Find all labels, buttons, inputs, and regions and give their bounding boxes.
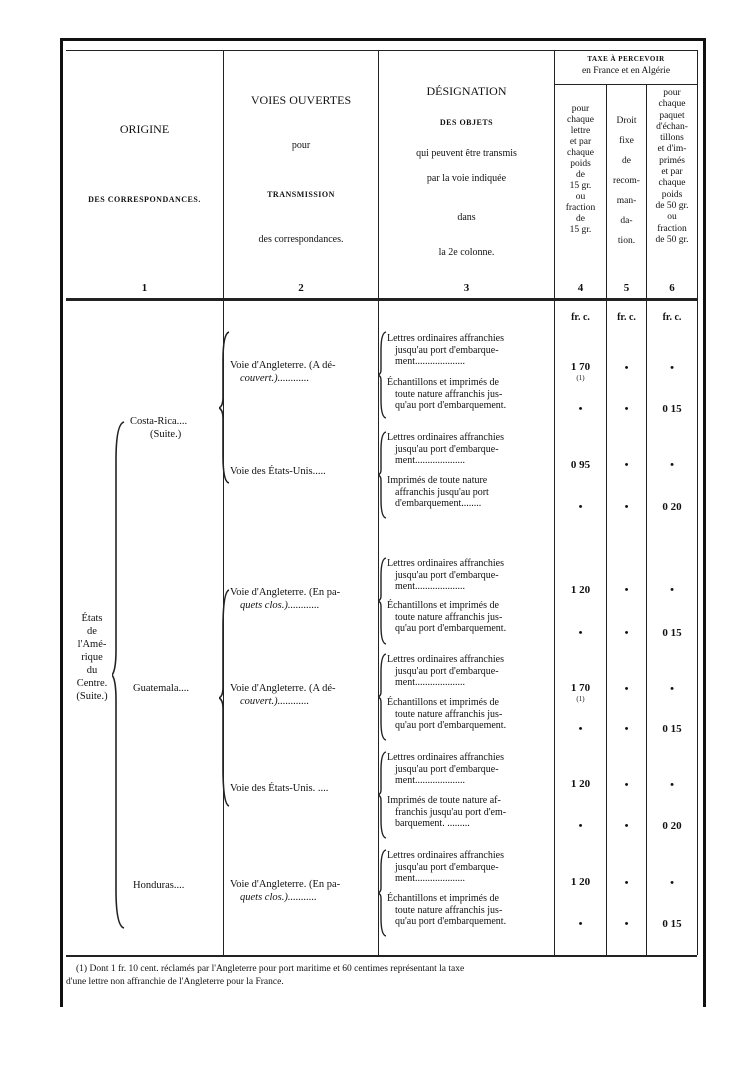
header-col4: pour chaque lettre et par chaque poids de 15 gr. ou fraction de 15 gr. (565, 104, 596, 235)
note-ref: (1) (576, 374, 585, 382)
object-lettres-4: Lettres ordinaires affranchies jusqu'au port d'embarque- ment.................... (387, 654, 504, 688)
route-etats-unis-1: Voie des États-Unis..... (230, 466, 326, 477)
bullet-cell: • (578, 627, 583, 639)
header-num-2: 2 (298, 282, 304, 294)
object-echantillons-1: Échantillons et imprimés de toute nature affranchis jus- qu'au port d'embarquement. (387, 377, 507, 411)
object-lettres-2: Lettres ordinaires affranchies jusqu'au port d'embarque- ment.................... (387, 432, 504, 466)
origin-costa-rica: Costa-Rica.... (130, 416, 188, 427)
bullet-cell: • (670, 877, 674, 889)
value-cell: 0 20 (662, 820, 682, 832)
header-des-corr: des correspondances. (258, 234, 344, 245)
costa-rica-brace (219, 330, 231, 485)
bullet-cell: • (670, 779, 674, 791)
value-cell: 1 20 (570, 778, 591, 790)
bullet-cell: • (578, 501, 583, 513)
header-transmission: TRANSMISSION (267, 190, 335, 199)
route-angleterre-decouvert-1: Voie d'Angleterre. (A dé- couvert.)............ (230, 360, 336, 384)
header-correspondances: DES CORRESPONDANCES. (88, 195, 201, 204)
origin-honduras: Honduras.... (133, 880, 185, 891)
route-etats-unis-2: Voie des États-Unis. .... (230, 783, 329, 794)
header-top-rule (66, 50, 697, 51)
header-colonne: la 2e colonne. (438, 247, 495, 258)
value-cell: 1 70 (570, 682, 591, 694)
object-lettres-5: Lettres ordinaires affranchies jusqu'au port d'embarque- ment.................... (387, 752, 504, 786)
object-lettres-6: Lettres ordinaires affranchies jusqu'au port d'embarque- ment.................... (387, 850, 504, 884)
header-bottom-rule (66, 298, 697, 301)
bullet-cell: • (624, 820, 629, 832)
header-des-objets: DES OBJETS (439, 118, 494, 127)
header-num-5: 5 (623, 282, 630, 294)
bullet-cell: • (624, 877, 629, 889)
object-imprimes-us-2: Imprimés de toute nature af- franchis jusqu'au port d'em- barquement. ......... (387, 795, 507, 829)
bullet-cell: • (670, 459, 674, 471)
bullet-cell: • (578, 820, 583, 832)
footnote: (1) Dont 1 fr. 10 cent. réclamés par l'Angleterre pour port maritime et 60 centimes représentant la taxe d'une lettre non affranchie de l'Angleterre pour la France. (66, 964, 465, 987)
region-brace (112, 420, 126, 930)
object-echantillons-4: Échantillons et imprimés de toute nature affranchis jus- qu'au port d'embarquement. (387, 697, 507, 731)
value-cell: 0 15 (662, 723, 682, 735)
header-num-1: 1 (141, 282, 148, 294)
bullet-cell: • (624, 362, 629, 374)
bullet-cell: • (624, 683, 629, 695)
header-transmis: qui peuvent être transmis (416, 148, 517, 159)
value-cell: 0 15 (662, 403, 682, 415)
header-voie-indiquee: par la voie indiquée (426, 173, 507, 184)
origin-costa-rica-suite: (Suite.) (150, 429, 182, 440)
bullet-cell: • (670, 584, 674, 596)
col-divider-right (697, 50, 698, 955)
value-cell: 1 20 (570, 876, 591, 888)
route-angleterre-paquets-1: Voie d'Angleterre. (En pa- quets clos.)............ (230, 587, 341, 611)
bullet-cell: • (624, 779, 629, 791)
table-bottom-rule (66, 955, 697, 957)
header-designation: DÉSIGNATION (426, 84, 507, 98)
route-angleterre-decouvert-2: Voie d'Angleterre. (A dé- couvert.)............ (230, 683, 336, 707)
header-num-4: 4 (577, 282, 584, 294)
col-divider-1 (223, 50, 224, 955)
note-ref: (1) (576, 695, 585, 703)
object-imprimes-us-1: Imprimés de toute nature affranchis jusqu'au port d'embarquement........ (387, 475, 489, 509)
bullet-cell: • (624, 627, 629, 639)
bullet-cell: • (578, 403, 583, 415)
taxe-rule (554, 84, 697, 85)
bullet-cell: • (624, 501, 629, 513)
header-pour: pour (291, 140, 311, 151)
value-cell: 0 15 (662, 627, 682, 639)
route-angleterre-paquets-2: Voie d'Angleterre. (En pa- quets clos.)........... (230, 879, 341, 903)
value-cell: 1 20 (570, 584, 591, 596)
bullet-cell: • (624, 723, 629, 735)
origin-region: États de l'Amé- rique du Centre. (Suite.) (76, 613, 108, 702)
object-lettres-3: Lettres ordinaires affranchies jusqu'au port d'embarque- ment.................... (387, 558, 504, 592)
unit-col4: fr. c. (571, 312, 590, 323)
bullet-cell: • (670, 683, 674, 695)
bullet-cell: • (670, 362, 674, 374)
value-cell: 0 20 (662, 501, 682, 513)
origin-guatemala: Guatemala.... (133, 683, 189, 694)
header-taxe: TAXE À PERCEVOIR (587, 55, 665, 63)
header-voies: VOIES OUVERTES (250, 93, 352, 107)
bullet-cell: • (624, 459, 629, 471)
bullet-cell: • (624, 918, 629, 930)
bullet-cell: • (578, 918, 583, 930)
value-cell: 1 70 (570, 361, 591, 373)
unit-col5: fr. c. (617, 312, 636, 323)
unit-col6: fr. c. (662, 312, 682, 323)
value-cell: 0 95 (570, 459, 591, 471)
header-num-6: 6 (669, 282, 675, 294)
bullet-cell: • (578, 723, 583, 735)
header-num-3: 3 (463, 282, 470, 294)
bullet-cell: • (624, 403, 629, 415)
bullet-cell: • (624, 584, 629, 596)
object-lettres-1: Lettres ordinaires affranchies jusqu'au port d'embarque- ment.................... (387, 333, 504, 367)
header-dans: dans (457, 212, 476, 223)
header-origine: ORIGINE (119, 122, 170, 136)
value-cell: 0 15 (662, 918, 682, 930)
object-echantillons-6: Échantillons et imprimés de toute nature affranchis jus- qu'au port d'embarquement. (387, 893, 507, 927)
header-france-algerie: en France et en Algérie (581, 66, 671, 76)
header-col5: Droit fixe de recom- man- da- tion. (613, 116, 640, 246)
header-col6: pour chaque paquet d'échan- tillons et d'im- primés et par chaque poids de 50 gr. ou fraction de 50 gr. (655, 88, 689, 245)
object-echantillons-3: Échantillons et imprimés de toute nature affranchis jus- qu'au port d'embarquement. (387, 600, 507, 634)
